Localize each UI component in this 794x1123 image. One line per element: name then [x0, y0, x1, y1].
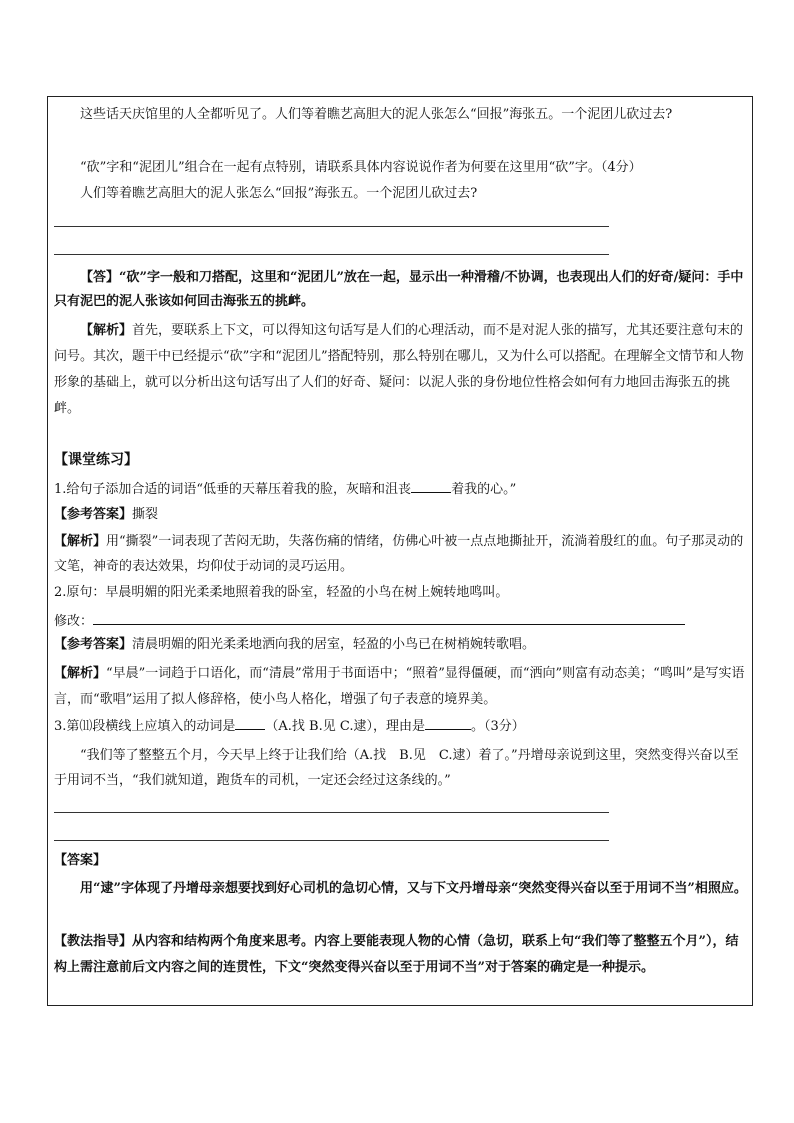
- q3-stem: [54, 715, 748, 737]
- answer-line: [54, 812, 609, 813]
- question-text: “砍”字和“泥团儿”组合在一起有点特别，请联系具体内容说说作者为何要在这里用“砍”字。（4分）: [80, 160, 642, 175]
- analysis-paragraph: [54, 318, 748, 422]
- passage-text: 这些话天庆馆里的人全都听见了。人们等着瞧艺高胆大的泥人张怎么“回报”海张五。一个泥团儿砍过去?: [80, 107, 673, 122]
- q3-guide: [54, 929, 748, 981]
- q3-stem-a: 3.第⑾段横线上应填入的动词是: [54, 719, 236, 734]
- q1-reference: [54, 505, 748, 525]
- practice-heading: 【课堂练习】: [54, 452, 138, 468]
- q1-analysis: [54, 529, 748, 579]
- q1-stem: [54, 478, 748, 500]
- q3-guide-label: 【教法指导】: [54, 934, 133, 949]
- q3-quote: “我们等了整整五个月，今天早上终于让我们给（A.找 B.见 C.逮）着了。”丹增母亲说到这里，突然变得兴奋以至于用词不当，“我们就知道，跑货车的司机，一定还会经过这条线的。”: [54, 748, 739, 788]
- answer-line: [54, 226, 609, 227]
- q2-reference: [54, 635, 748, 655]
- q3-stem-b: （A.找 B.见 C.逮），理由是: [265, 719, 425, 734]
- answer-paragraph: [54, 266, 748, 314]
- q3-answer-text: 用“逮”字体现了丹增母亲想要找到好心司机的急切心情，又与下文丹增母亲“突然变得兴奋以至于用词不当”相照应。: [80, 881, 747, 896]
- q3-guide-text: 从内容和结构两个角度来思考。内容上要能表现人物的心情（急切，联系上句“我们等了整整五个月”），结构上需注意前后文内容之间的连贯性，下文“突然变得兴奋以至于用词不当”对于答案的确定是一种提示。: [54, 934, 739, 975]
- question-quote: 人们等着瞧艺高胆大的泥人张怎么“回报”海张五。一个泥团儿砍过去?: [80, 186, 478, 201]
- q2-analysis-text: “早晨”一词趋于口语化，而“清晨”常用于书面语中；“照着”显得僵硬，而“洒向”则富有动态美；“鸣叫”是写实语言，而“歌唱”运用了拟人修辞格，使小鸟人格化，增强了句子表意的境界美。: [54, 666, 745, 707]
- q1-text-after: 着我的心。”: [451, 482, 517, 497]
- answer-label: 【答】: [80, 270, 120, 285]
- q1-blank[interactable]: [411, 478, 451, 493]
- q2-revise-blank[interactable]: [93, 610, 685, 625]
- q2-analysis: [54, 661, 748, 713]
- q1-ref-label: 【参考答案】: [54, 507, 133, 522]
- q1-analysis-label: 【解析】: [54, 534, 107, 549]
- q3-blank-verb[interactable]: [235, 715, 265, 730]
- q2-revise: [54, 610, 748, 632]
- analysis-text: 首先，要联系上下文，可以得知这句话写是人们的心理活动，而不是对泥人张的描写，尤其还要注意句末的问号。其次，题干中已经提示“砍”字和“泥团儿”搭配特别，那么特别在哪儿，又为什么可以搭配。在理解全文情节和人物形象的基础上，就可以分析出这句话写出了人们的好奇、疑问：以泥人张的身份地位性格会如何有力地回击海张五的挑衅。: [54, 323, 744, 416]
- q3-blank-reason[interactable]: [425, 715, 471, 730]
- answer-line: [54, 840, 609, 841]
- q1-text-before: 1.给句子添加合适的词语“低垂的天幕压着我的脸，灰暗和沮丧: [54, 482, 412, 497]
- q2-original: 2.原句：早晨明媚的阳光柔柔地照着我的卧室，轻盈的小鸟在树上婉转地鸣叫。: [54, 585, 509, 600]
- answer-text: “砍”字一般和刀搭配，这里和“泥团儿”放在一起，显示出一种滑稽/不协调，也表现出人们的好奇/疑问：手中只有泥巴的泥人张该如何回击海张五的挑衅。: [54, 270, 744, 309]
- q3-answer-label: 【答案】: [54, 853, 107, 868]
- analysis-label: 【解析】: [80, 323, 133, 338]
- q1-analysis-text: 用“撕裂”一词表现了苦闷无助，失落伤痛的情绪，仿佛心叶被一点点地撕扯开，流淌着殷红的血。句子那灵动的文笔，神奇的表达效果，均仰仗于动词的灵巧运用。: [54, 534, 744, 574]
- q2-ref-label: 【参考答案】: [54, 637, 133, 652]
- q2-analysis-label: 【解析】: [54, 666, 107, 681]
- q2-revise-label: 修改：: [54, 614, 94, 629]
- q2-ref-text: 清晨明媚的阳光柔柔地洒向我的居室，轻盈的小鸟已在树梢婉转歌唱。: [132, 637, 536, 652]
- q1-ref-text: 撕裂: [132, 507, 159, 522]
- q3-stem-c: 。（3分）: [471, 719, 525, 734]
- answer-line: [54, 254, 609, 255]
